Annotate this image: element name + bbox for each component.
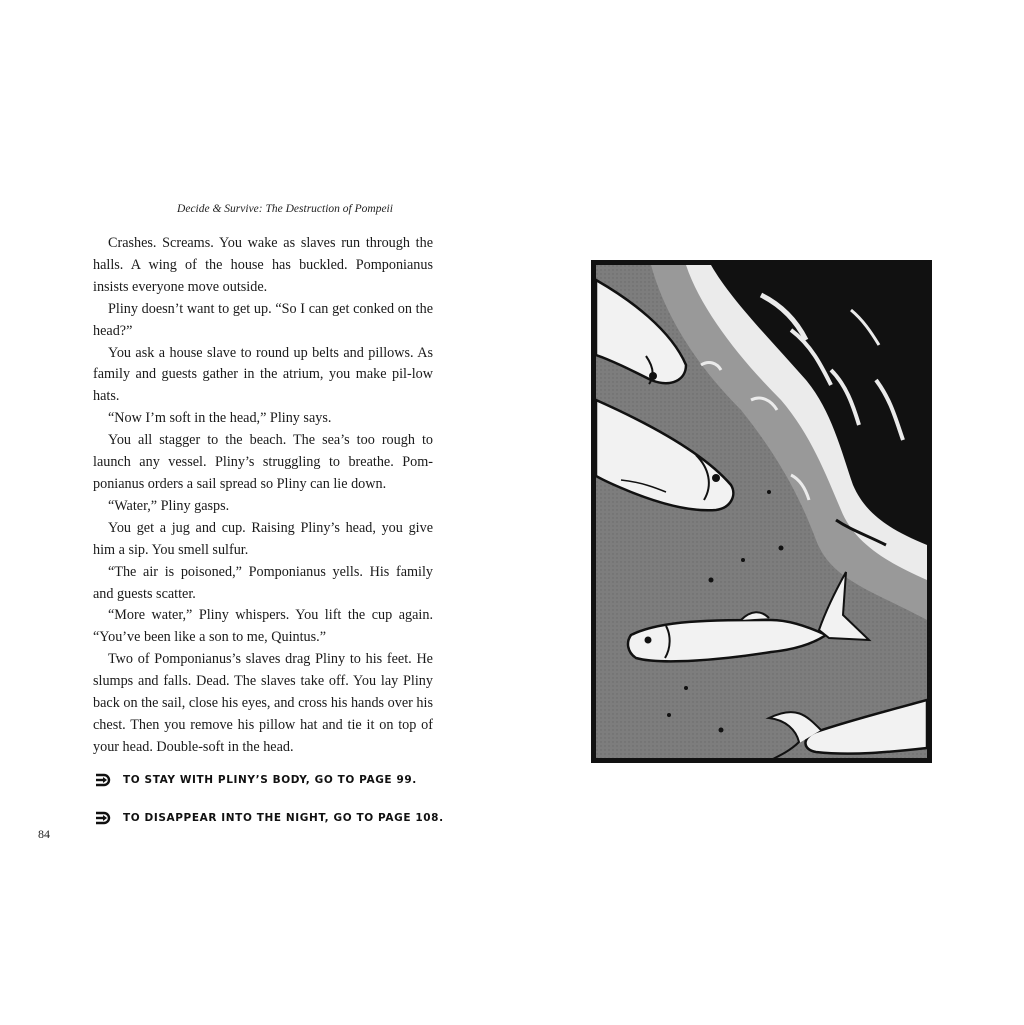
paragraph: “The air is poisoned,” Pomponianus yells. His family and guests scatter.: [93, 563, 433, 602]
paragraph: “Now I’m soft in the head,” Pliny says.: [108, 410, 332, 427]
paragraph: Pliny doesn’t want to get up. “So I can get conked on the head?”: [93, 300, 433, 339]
arrow-right-icon: [94, 811, 112, 825]
choice-label: TO STAY WITH PLINY’S BODY, GO TO PAGE 99.: [123, 774, 417, 786]
choice-disappear[interactable]: [94, 811, 444, 825]
running-header: Decide & Survive: The Destruction of Pompeii: [177, 203, 393, 215]
choice-stay-with-body[interactable]: [94, 773, 417, 787]
paragraph: Two of Pomponianus’s slaves drag Pliny to his feet. He slumps and falls. Dead. The slaves take off. You lay Pliny back on the sail, close his eyes, and cross his hands over his chest. Then you remove his pillow hat and tie it on top of your head. Double-soft in the head.: [93, 651, 433, 755]
page-number: 84: [38, 827, 50, 841]
paragraph: Crashes. Screams. You wake as slaves run through the halls. A wing of the house has buckled. Pomponianus insists everyone move outside.: [93, 235, 433, 295]
paragraph: You all stagger to the beach. The sea’s too rough to launch any vessel. Pliny’s struggling to breathe. Pom-ponianus orders a sail spread so Pliny can lie down.: [93, 432, 433, 492]
paragraph: You ask a house slave to round up belts and pillows. As family and guests gather in the atrium, you make pil-low hats.: [93, 344, 433, 405]
arrow-right-icon: [94, 773, 112, 787]
paragraph: You get a jug and cup. Raising Pliny’s head, you give him a sip. You smell sulfur.: [93, 519, 433, 558]
choice-label: TO DISAPPEAR INTO THE NIGHT, GO TO PAGE 108.: [123, 812, 444, 824]
illustration-dead-fish: [591, 260, 932, 763]
paragraph: “Water,” Pliny gasps.: [108, 497, 230, 514]
story-text: [93, 233, 433, 759]
paragraph: “More water,” Pliny whispers. You lift the cup again. “You’ve been like a son to me, Quintus.”: [93, 607, 433, 646]
